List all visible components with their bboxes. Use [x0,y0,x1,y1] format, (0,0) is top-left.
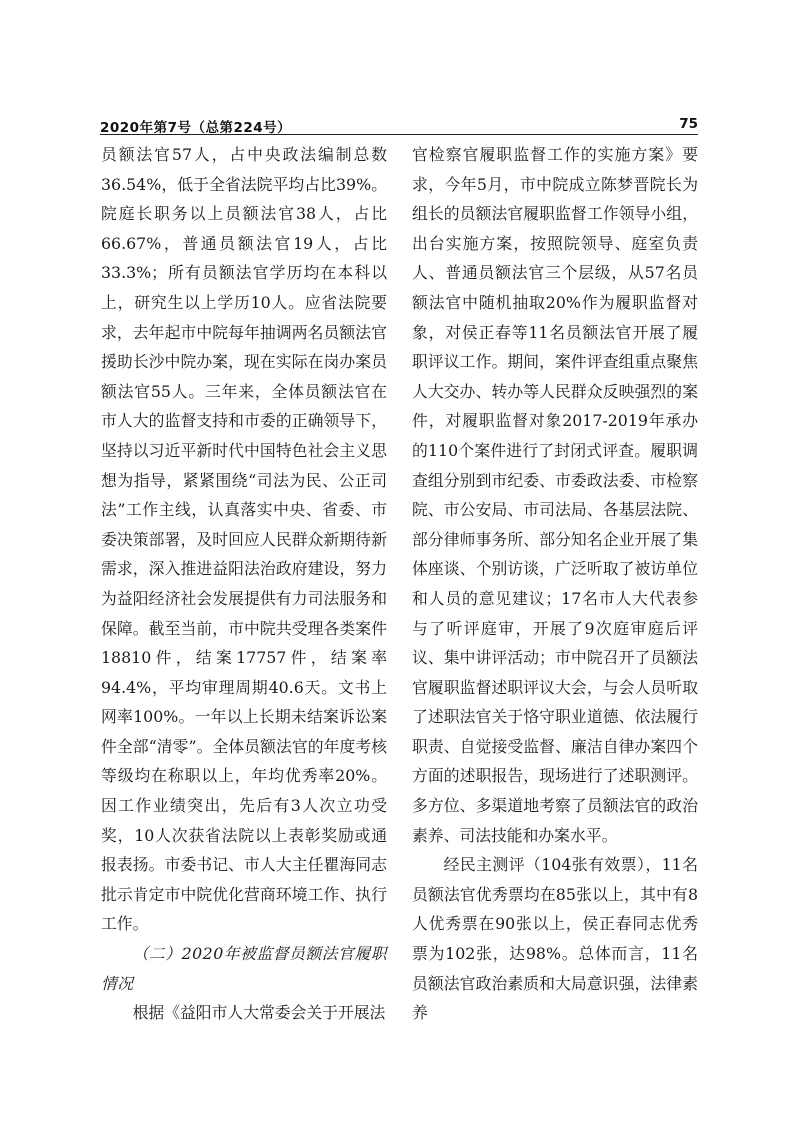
paragraph: 经民主测评（104张有效票），11名员额法官优秀票均在85张以上，其中有8人优秀票在90张以上，侯正春同志优秀票为102张，达98%。总体而言，11名员额法官政治素质和大局意识强，法律素养 [412,855,698,1023]
section-subheading: （二）2020年被监督员额法官履职情况 [101,944,387,993]
issue-label: 2020年第7号（总第224号） [100,120,292,136]
paragraph: 官检察官履职监督工作的实施方案》要求，今年5月，市中院成立陈梦晋院长为组长的员额法官履职监督工作领导小组，出台实施方案，按照院领导、庭室负责人、普通员额法官三个层级，从57名员额法官中随机抽取20%作为履职监督对象，对侯正春等11名员额法官开展了履职评议工作。期间，案件评查组重点聚焦人大交办、转办等人民群众反映强烈的案件，对履职监督对象2017-2019年承办的110个案件进行了封闭式评查。履职调查组分别到市纪委、市委政法委、市检察院、市公安局、市司法局、各基层法院、部分律师事务所、部分知名企业开展了集体座谈、个别访谈，广泛听取了被访单位和人员的意见建议；17名市人大代表参与了听评庭审，开展了9次庭审庭后评议、集中讲评活动；市中院召开了员额法官履职监督述职评议大会，与会人员听取了述职法官关于恪守职业道德、依法履行职责、自觉接受监督、廉洁自律办案四个方面的述职报告，现场进行了述职测评。多方位、多渠道地考察了员额法官的政治素养、司法技能和办案水平。 [412,145,698,845]
page-header [100,112,698,135]
right-column [412,140,698,1028]
paragraph: 根据《益阳市人大常委会关于开展法 [132,1003,386,1023]
left-column [101,140,387,1028]
page-number: 75 [679,116,698,132]
paragraph: 员额法官57人，占中央政法编制总数36.54%，低于全省法院平均占比39%。院庭长职务以上员额法官38人，占比66.67%，普通员额法官19人，占比33.3%；所有员额法官学历均在本科以上，研究生以上学历10人。应省法院要求，去年起市中院每年抽调两名员额法官援助长沙中院办案，现在实际在岗办案员额法官55人。三年来，全体员额法官在市人大的监督支持和市委的正确领导下，坚持以习近平新时代中国特色社会主义思想为指导，紧紧围绕“司法为民、公正司法”工作主线，认真落实中央、省委、市委决策部署，及时回应人民群众新期待新需求，深入推进益阳法治政府建设，努力为益阳经济社会发展提供有力司法服务和保障。截至当前，市中院共受理各类案件18810件，结案17757件，结案率94.4%，平均审理周期40.6天。文书上网率100%。一年以上长期未结案诉讼案件全部“清零”。全体员额法官的年度考核等级均在称职以上，年均优秀率20%。因工作业绩突出，先后有3人次立功受奖，10人次获省法院以上表彰奖励或通报表扬。市委书记、市人大主任瞿海同志批示肯定市中院优化营商环境工作、执行工作。 [101,145,387,934]
